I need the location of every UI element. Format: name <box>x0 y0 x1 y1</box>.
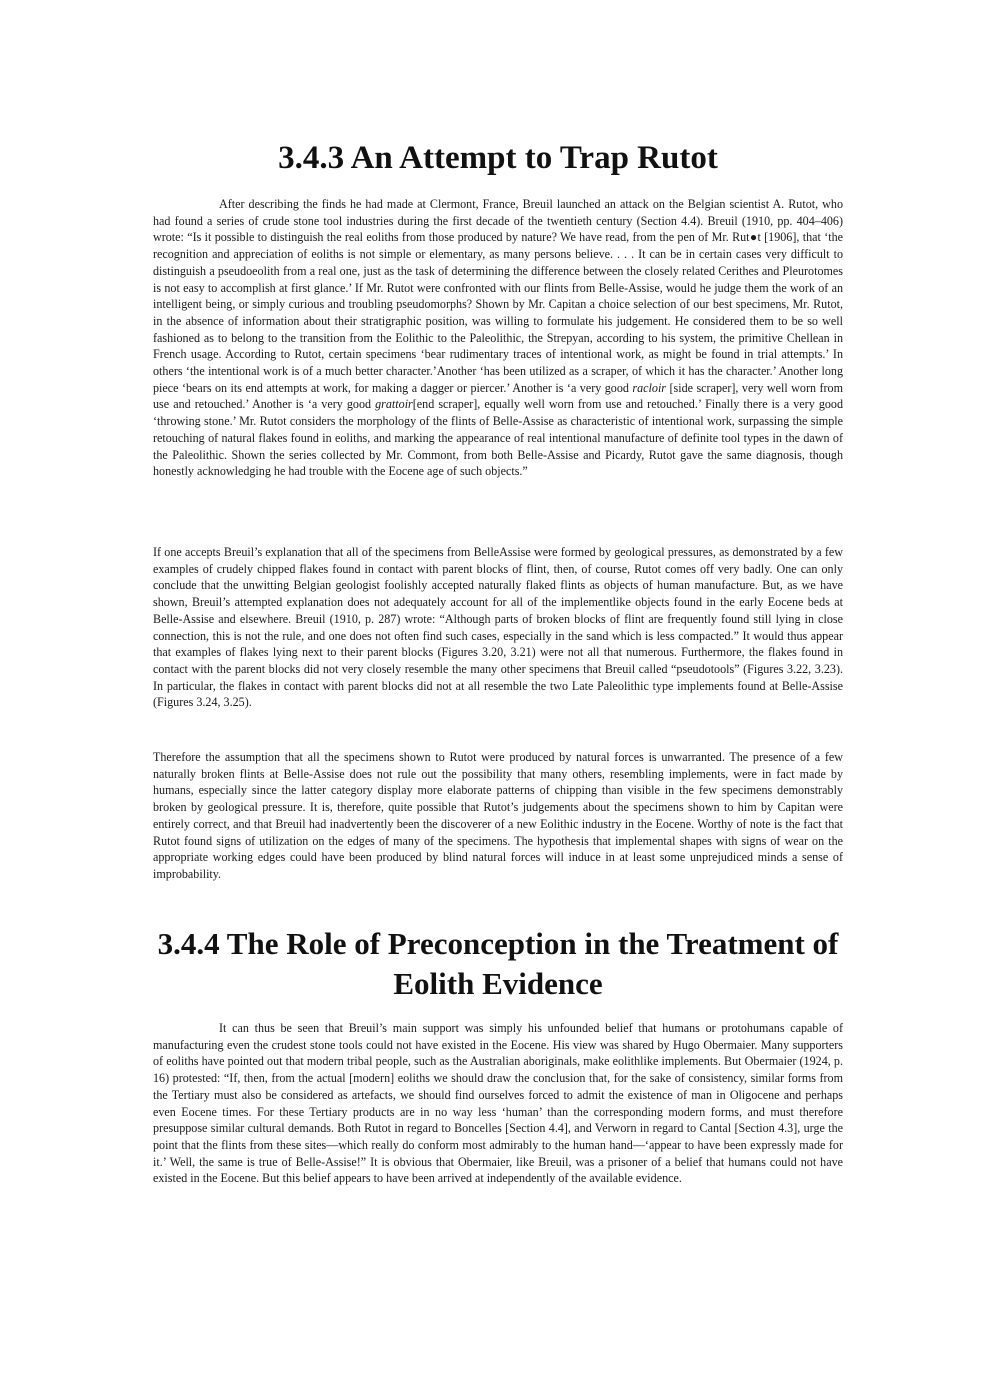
italic-term-racloir: racloir <box>632 380 667 395</box>
section-heading-3-4-4: 3.4.4 The Role of Preconception in the Treatment of Eolith Evidence <box>157 926 839 1001</box>
paragraph-text: After describing the finds he had made at Clermont, France, Breuil launched an attack on the Belgian scientist A. Rutot, who had found a series of crude stone tool industries during the first decade of the twentieth century (Section 4.4). Breuil (1910, pp. 404–406) wrote: “Is it possible to distinguish the real eoliths from those produced by nature? We have read, from the pen of Mr. Rut●t [1906], that ‘the recognition and appreciation of eoliths is not simple or elementary, as many persons believe. . . . It can be in certain cases very difficult to distinguish a pseudoeolith from a real one, just as the task of determining the difference between the closely related Cerithes and Pleurotomes is not easy to accomplish at first glance.’ If Mr. Rutot were confronted with our flints from Belle-Assise, would he judge them the work of an intelligent being, or simply curious and troubling pseudomorphs? Shown by Mr. Capitan a choice selection of our best specimens, Mr. Rutot, in the absence of information about their stratigraphic position, was willing to formulate his judgement. He considered them to be so well fashioned as to belong to the transition from the Eolithic to the Paleolithic, the Strepyan, according to his system, the primitive Chellean in French usage. According to Rutot, certain specimens ‘bear rudimentary traces of intentional work, as might be found in trial attempts.’ In others ‘the intentional work is of a much better character.’Another ‘has been utilized as a scraper, of which it has the character.’ Another long piece ‘bears on its end attempts at work, for making a dagger or piercer.’ Another is ‘a very good <box>153 197 843 395</box>
italic-term-grattoir: grattoir <box>375 397 413 412</box>
paragraph-breuil-explanation: If one accepts Breuil’s explanation that all of the specimens from BelleAssise were formed by geological pressures, as demonstrated by a few examples of crudely chipped flakes found in contact with parent blocks of flint, then, of course, Rutot comes off very badly. One can only conclude that the unwitting Belgian geologist foolishly accepted naturally flaked flints as objects of human manufacture. But, as we have shown, Breuil’s attempted explanation does not adequately account for all of the implementlike objects found in the early Eocene beds at Belle-Assise and elsewhere. Breuil (1910, p. 287) wrote: “Although parts of broken blocks of flint are frequently found still lying in close connection, this is not the rule, and one does not often find such cases, especially in the sand which is less compacted.” It would thus appear that examples of flakes lying next to their parent blocks (Figures 3.20, 3.21) were not all that numerous. Furthermore, the flakes found in contact with the parent blocks did not very closely resemble the many other specimens that Breuil called “pseudotools” (Figures 3.22, 3.23). In particular, the flakes in contact with parent blocks did not at all resemble the two Late Paleolithic type implements found at Belle-Assise (Figures 3.24, 3.25). <box>153 545 843 710</box>
paragraph-text: [end scraper], equally well worn from use and retouched.’ Finally there is a very good ‘throwing stone.’ Mr. Rutot considers the morphology of the flints of Belle-Assise as characteristic of intentional work, surpassing the simple retouching of natural flakes found in eoliths, and marking the appearance of real intentional manufacture of definite tool types in the dawn of the Paleolithic. Shown the series collected by Mr. Commont, from both Belle-Assise and Picardy, Rutot gave the same diagnosis, though honestly acknowledging he had trouble with the Eocene age of such objects.” <box>153 397 844 479</box>
paragraph-text: [side scraper], very well worn from use and retouched.’ Another is ‘a very good <box>153 380 843 412</box>
paragraph-breuil-quote <box>153 196 843 480</box>
section-heading-3-4-3: 3.4.3 An Attempt to Trap Rutot <box>278 140 718 176</box>
paragraph-assumption-unwarranted: Therefore the assumption that all the specimens shown to Rutot were produced by natural forces is unwarranted. The presence of a few naturally broken flints at Belle-Assise does not rule out the possibility that many others, resembling implements, were in fact made by humans, especially since the latter category display more elaborate patterns of chipping than visible in the few specimens demonstrably broken by geological pressure. It is, therefore, quite possible that Rutot’s judgements about the specimens shown to him by Capitan were entirely correct, and that Breuil had inadvertently been the discoverer of a new Eolithic industry in the Eocene. Worthy of note is the fact that Rutot found signs of utilization on the edges of many of the specimens. The hypothesis that implemental shapes with signs of wear on the appropriate working edges could have been produced by blind natural forces will induce in at least some unprejudiced minds a sense of improbability. <box>153 750 843 881</box>
paragraph-preconception: It can thus be seen that Breuil’s main support was simply his unfounded belief that humans or protohumans capable of manufacturing even the crudest stone tools could not have existed in the Eocene. His view was shared by Hugo Obermaier. Many supporters of eoliths have pointed out that modern tribal people, such as the Australian aboriginals, make eolithlike implements. But Obermaier (1924, p. 16) protested: “If, then, from the actual [modern] eoliths we should draw the conclusion that, for the sake of consistency, similar forms from the Tertiary must also be considered as artefacts, we should find ourselves forced to admit the existence of man in Oligocene and perhaps even Eocene times. For these Tertiary products are in no way less ‘human’ than the corresponding modern forms, and must therefore presuppose similar cultural demands. Both Rutot in regard to Boncelles [Section 4.4], and Verworn in regard to Cantal [Section 4.3], urge the point that the flints from these sites—which really do conform most admirably to the human hand—‘appear to have been expressly made for it.’ Well, the same is true of Belle-Assise!” It is obvious that Obermaier, like Breuil, was a prisoner of a belief that humans could not have existed in the Eocene. But this belief appears to have been arrived at independently of the available evidence. <box>153 1021 843 1186</box>
